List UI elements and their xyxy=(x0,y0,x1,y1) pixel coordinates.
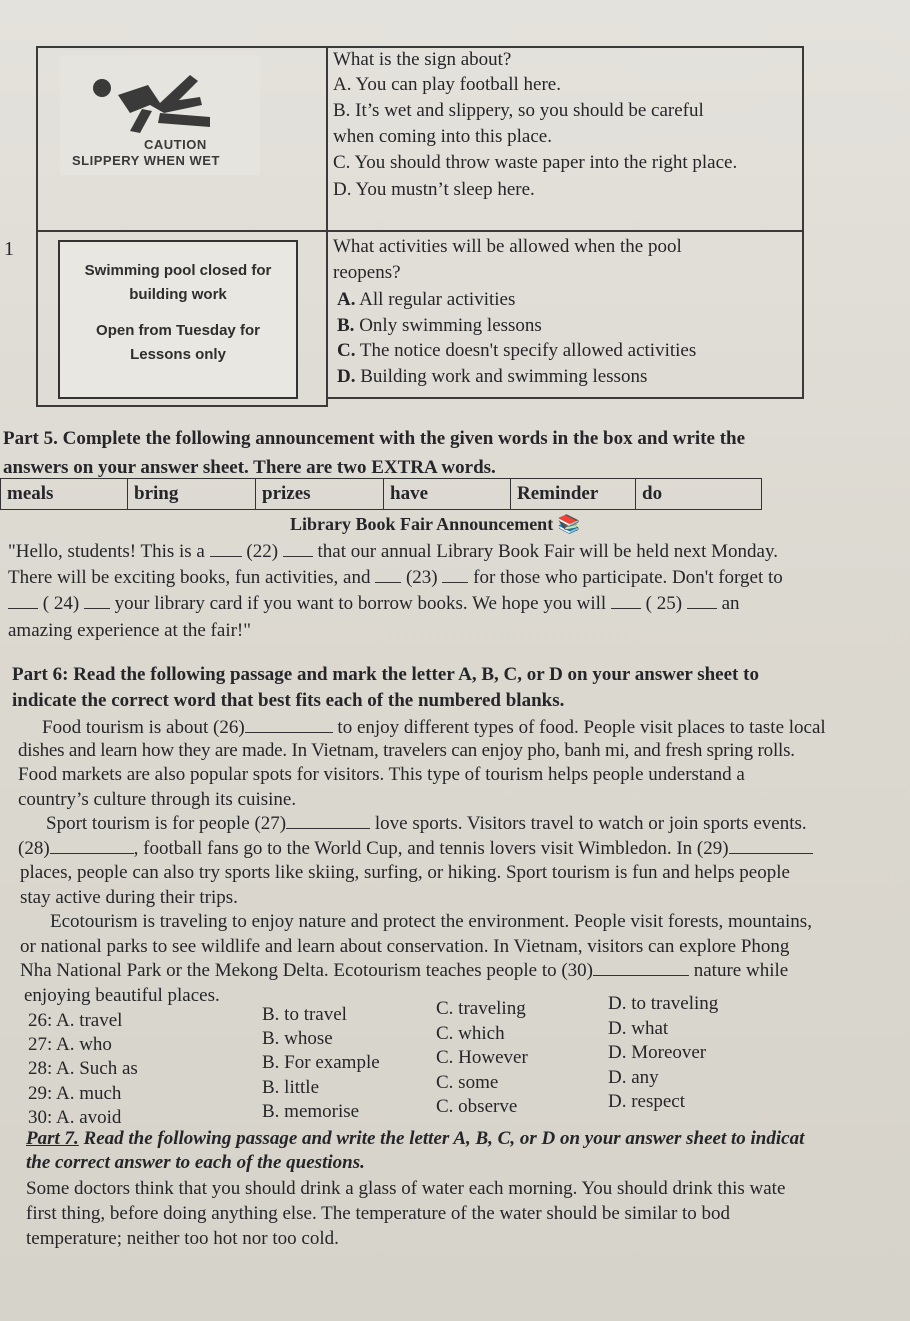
q26-option-b: B. to travel xyxy=(262,1004,347,1025)
q28-option-d: D. Moreover xyxy=(608,1042,707,1063)
text-segment: "Hello, students! This is a xyxy=(8,541,210,562)
q29-option-b: B. little xyxy=(262,1077,319,1098)
blank-27[interactable] xyxy=(286,814,370,829)
q28-option-a: 28: A. Such as xyxy=(28,1058,138,1079)
caution-label: CAUTION xyxy=(144,137,207,152)
passage-line-7: places, people can also try sports like skiing, surfing, or hiking. Sport tourism is fun and helps people xyxy=(20,862,790,883)
part7-line-2: first thing, before doing anything else. The temperature of the water should be similar to bod xyxy=(26,1203,731,1224)
passage-line-5 xyxy=(46,813,807,835)
text-segment: , football fans go to the World Cup, and tennis lovers visit Wimbledon. In (29) xyxy=(133,838,729,859)
part5-heading-2: answers on your answer sheet. There are two EXTRA words. xyxy=(3,457,496,478)
caution-sign xyxy=(60,55,260,175)
table-bottom-border-right xyxy=(326,397,804,399)
passage-line-11 xyxy=(20,960,788,982)
option-letter: A. xyxy=(337,289,356,310)
part5-heading-1: Part 5. Complete the following announcement with the given words in the box and write the xyxy=(3,428,746,449)
part7-heading-2: the correct answer to each of the questions. xyxy=(26,1152,365,1173)
blank-28[interactable] xyxy=(50,839,134,854)
q27-option-d: D. what xyxy=(608,1018,669,1039)
sign2-question-line-1: What activities will be allowed when the pool xyxy=(333,236,682,257)
passage-line-3: Food markets are also popular spots for visitors. This type of tourism helps people understand a xyxy=(18,764,745,785)
q26-option-c: C. traveling xyxy=(436,998,526,1019)
notice-line-3: Open from Tuesday for xyxy=(96,322,260,339)
sign2-option-c xyxy=(337,340,696,362)
text-segment: Sport tourism is for people (27) xyxy=(46,813,287,834)
sign2-option-b xyxy=(337,315,542,337)
table-left-border xyxy=(36,46,38,406)
blank-24b[interactable] xyxy=(84,594,110,609)
q30-option-a: 30: A. avoid xyxy=(28,1107,122,1128)
word-box xyxy=(0,478,762,510)
passage-line-2: dishes and learn how they are made. In Vietnam, travelers can enjoy pho, banh mi, and fresh spring rolls. xyxy=(18,740,795,761)
text-segment: Read the following passage and write the letter A, B, C, or D on your answer sheet to indicat xyxy=(78,1128,805,1149)
blank-29[interactable] xyxy=(729,839,813,854)
passage-line-6 xyxy=(18,838,813,860)
blank-25b[interactable] xyxy=(687,594,717,609)
text-segment: love sports. Visitors travel to watch or join sports events. xyxy=(370,813,807,834)
text-segment: Food tourism is about (26) xyxy=(42,717,245,738)
sign2-question-line-2: reopens? xyxy=(333,262,401,283)
q27-option-c: C. which xyxy=(436,1023,505,1044)
q29-option-c: C. some xyxy=(436,1072,499,1093)
option-text: The notice doesn't specify allowed activities xyxy=(355,340,697,361)
part7-line-1: Some doctors think that you should drink a glass of water each morning. You should drink this wate xyxy=(26,1178,786,1199)
q26-option-a: 26: A. travel xyxy=(28,1010,123,1031)
text-segment: (28) xyxy=(18,838,50,859)
text-segment: your library card if you want to borrow books. We hope you will xyxy=(109,593,611,614)
table-right-border xyxy=(802,46,804,398)
pool-notice xyxy=(58,240,298,399)
q28-option-b: B. For example xyxy=(262,1052,380,1073)
sign1-option-d: D. You mustn’t sleep here. xyxy=(333,179,535,200)
passage-line-8: stay active during their trips. xyxy=(20,887,238,908)
sign1-option-c: C. You should throw waste paper into the right place. xyxy=(333,152,738,173)
sign2-option-d xyxy=(337,366,647,388)
part7-heading-1 xyxy=(26,1128,804,1150)
blank-23a[interactable] xyxy=(375,568,401,583)
announcement-line-3 xyxy=(8,593,740,615)
q26-option-d: D. to traveling xyxy=(608,993,719,1014)
sign1-option-a: A. You can play football here. xyxy=(333,74,561,95)
sign1-option-b: B. It’s wet and slippery, so you should be careful xyxy=(333,100,704,121)
passage-line-1 xyxy=(42,717,826,739)
text-segment: Nha National Park or the Mekong Delta. Ecotourism teaches people to (30) xyxy=(20,960,593,981)
part6-heading-1: Part 6: Read the following passage and mark the letter A, B, C, or D on your answer sheet to xyxy=(12,664,759,685)
announcement-title: Library Book Fair Announcement 📚 xyxy=(290,514,581,534)
option-text: All regular activities xyxy=(355,289,516,310)
sign1-option-b-cont: when coming into this place. xyxy=(333,126,552,147)
blank-24a[interactable] xyxy=(8,594,38,609)
passage-line-9: Ecotourism is traveling to enjoy nature and protect the environment. People visit forests, mountains, xyxy=(50,911,812,932)
word-do: do xyxy=(642,483,663,504)
slipping-person-icon xyxy=(60,55,260,145)
word-have: have xyxy=(384,479,511,509)
q29-option-a: 29: A. much xyxy=(28,1083,122,1104)
text-segment: that our annual Library Book Fair will be held next Monday. xyxy=(312,541,779,562)
text-segment: for those who participate. Don't forget to xyxy=(468,567,783,588)
text-segment: to enjoy different types of food. People visit places to taste local xyxy=(332,717,826,738)
text-segment: ( 25) xyxy=(640,593,687,614)
blank-22a[interactable] xyxy=(210,542,242,557)
q30-option-b: B. memorise xyxy=(262,1101,360,1122)
text-segment: (23) xyxy=(401,567,443,588)
text-segment: an xyxy=(716,593,740,614)
q29-option-d: D. any xyxy=(608,1067,659,1088)
blank-23b[interactable] xyxy=(442,568,468,583)
text-segment: nature while xyxy=(689,960,789,981)
text-segment: There will be exciting books, fun activities, and xyxy=(8,567,376,588)
margin-mark: 1 xyxy=(4,238,14,260)
word-reminder: Reminder xyxy=(511,479,636,509)
option-letter: B. xyxy=(337,315,355,336)
table-middle-divider xyxy=(326,46,328,406)
blank-26[interactable] xyxy=(245,718,333,733)
sign2-option-a xyxy=(337,289,515,311)
slippery-label: SLIPPERY WHEN WET xyxy=(72,153,220,168)
passage-line-10: or national parks to see wildlife and learn about conservation. In Vietnam, visitors can explore Phong xyxy=(20,936,790,957)
text-segment: ( 24) xyxy=(38,593,84,614)
option-text: Only swimming lessons xyxy=(354,315,542,336)
table-bottom-border xyxy=(36,405,328,407)
blank-30[interactable] xyxy=(593,961,689,976)
notice-line-2: building work xyxy=(129,286,227,303)
notice-line-1: Swimming pool closed for xyxy=(84,262,272,279)
announcement-line-2 xyxy=(8,567,783,589)
blank-22b[interactable] xyxy=(283,542,313,557)
q30-option-d: D. respect xyxy=(608,1091,686,1112)
sign1-question: What is the sign about? xyxy=(333,49,512,70)
table-row-divider xyxy=(36,230,804,232)
q27-option-a: 27: A. who xyxy=(28,1034,112,1055)
passage-line-4: country’s culture through its cuisine. xyxy=(18,789,297,810)
q28-option-c: C. However xyxy=(436,1047,528,1068)
word-prizes: prizes xyxy=(256,479,384,509)
part7-label: Part 7. xyxy=(26,1128,79,1149)
part7-line-3: temperature; neither too hot nor too cold. xyxy=(26,1228,339,1249)
announcement-line-1 xyxy=(8,541,778,563)
notice-line-4: Lessons only xyxy=(130,346,226,363)
option-letter: C. xyxy=(337,340,356,361)
word-meals: meals xyxy=(1,479,128,509)
blank-25a[interactable] xyxy=(611,594,641,609)
announcement-line-4: amazing experience at the fair!" xyxy=(8,620,252,641)
option-letter: D. xyxy=(337,366,356,387)
table-top-border xyxy=(36,46,804,48)
part6-heading-2: indicate the correct word that best fits each of the numbered blanks. xyxy=(12,690,565,711)
q27-option-b: B. whose xyxy=(262,1028,333,1049)
passage-line-12: enjoying beautiful places. xyxy=(24,985,220,1006)
option-text: Building work and swimming lessons xyxy=(355,366,648,387)
word-bring: bring xyxy=(128,479,256,509)
text-segment: (22) xyxy=(241,541,283,562)
q30-option-c: C. observe xyxy=(436,1096,518,1117)
